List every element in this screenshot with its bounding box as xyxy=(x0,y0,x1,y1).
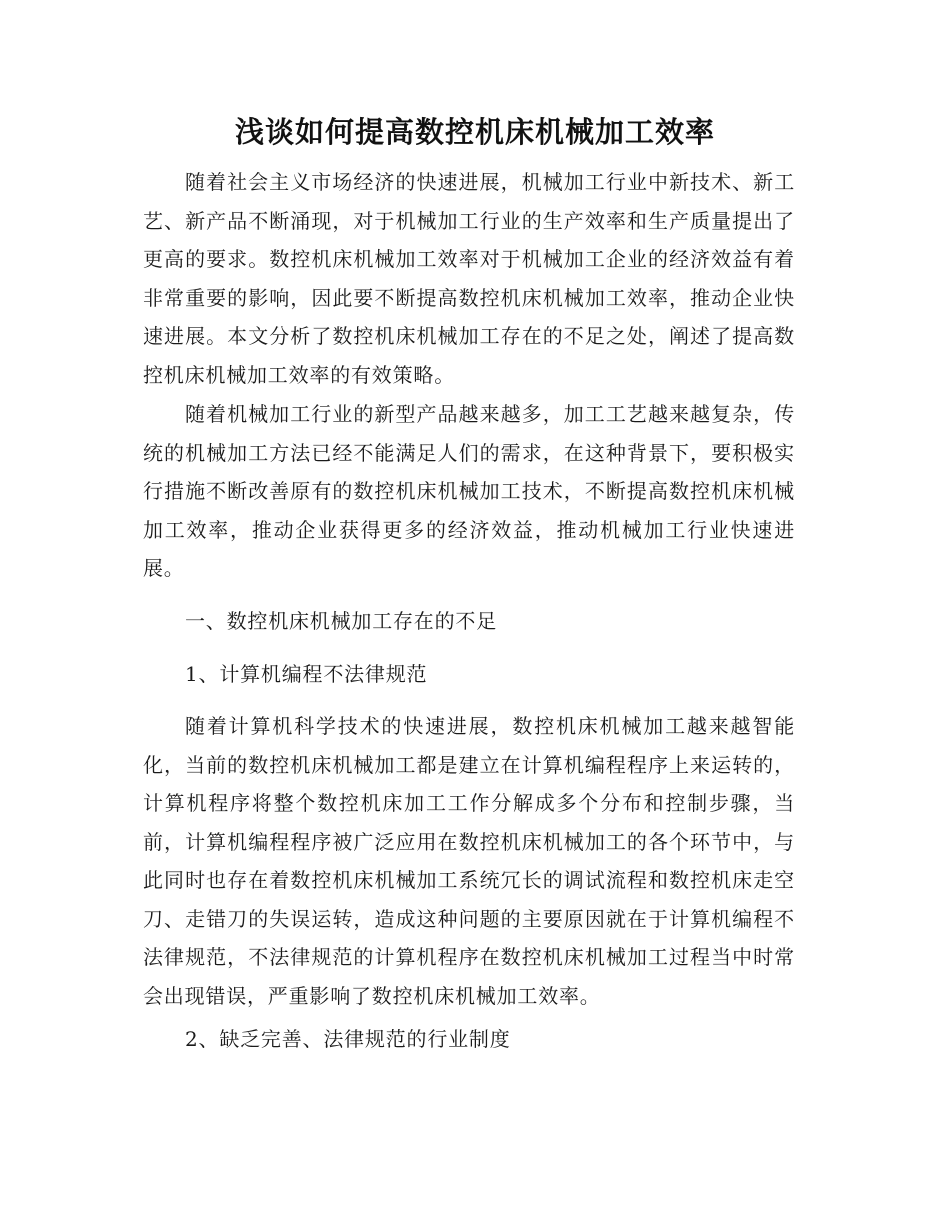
programming-paragraph: 随着计算机科学技术的快速进展，数控机床机械加工越来越智能化，当前的数控机床机械加工都是建立在计算机编程程序上来运转的，计算机程序将整个数控机床加工工作分解成多个分布和控制步骤，当前，计算机编程程序被广泛应用在数控机床机械加工的各个环节中，与此同时也存在着数控机床机械加工系统冗长的调试流程和数控机床走空刀、走错刀的失误运转，造成这种问题的主要原因就在于计算机编程不法律规范，不法律规范的计算机程序在数控机床机械加工过程当中时常会出现错误，严重影响了数控机床机械加工效率。 xyxy=(143,714,795,1008)
intro-paragraph: 随着社会主义市场经济的快速进展，机械加工行业中新技术、新工艺、新产品不断涌现，对于机械加工行业的生产效率和生产质量提出了更高的要求。数控机床机械加工效率对于机械加工企业的经济效益有着非常重要的影响，因此要不断提高数控机床机械加工效率，推动企业快速进展。本文分析了数控机床机械加工存在的不足之处，阐述了提高数控机床机械加工效率的有效策略。 xyxy=(143,170,795,387)
section-heading: 一、数控机床机械加工存在的不足 xyxy=(185,609,497,633)
background-paragraph: 随着机械加工行业的新型产品越来越多，加工工艺越来越复杂，传统的机械加工方法已经不能满足人们的需求，在这种背景下，要积极实行措施不断改善原有的数控机床机械加工技术，不断提高数控机床机械加工效率，推动企业获得更多的经济效益，推动机械加工行业快速进展。 xyxy=(143,402,795,580)
document-title: 浅谈如何提高数控机床机械加工效率 xyxy=(234,115,715,149)
subsection-heading: 1、计算机编程不法律规范 xyxy=(185,662,428,686)
subsection-heading: 2、缺乏完善、法律规范的行业制度 xyxy=(185,1027,511,1051)
